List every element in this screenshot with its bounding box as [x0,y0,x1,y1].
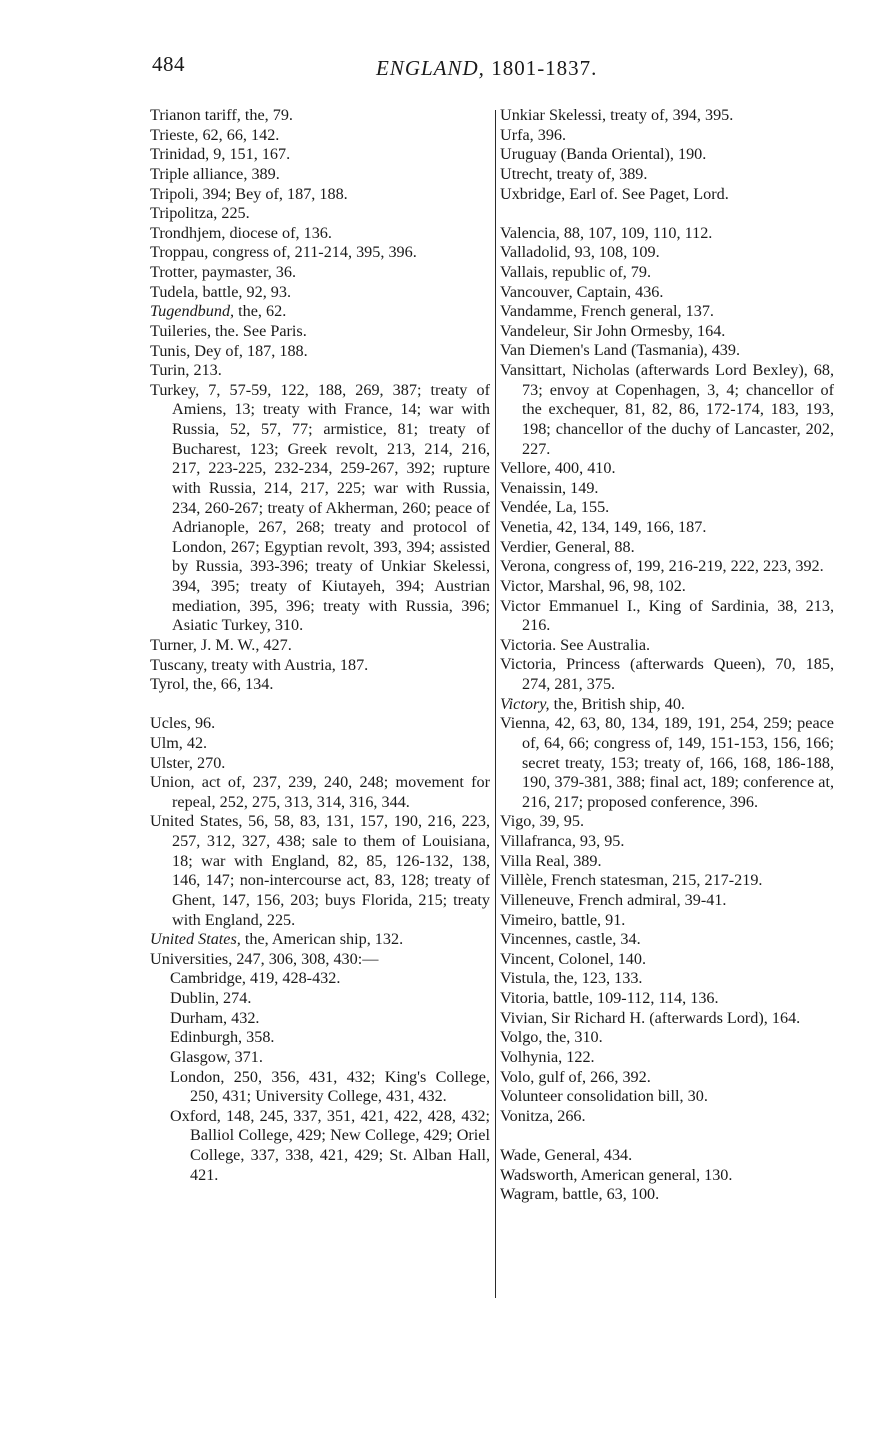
index-subentry [150,1107,490,1186]
index-entry [500,1146,834,1166]
index-entry [500,1048,834,1068]
index-entry [500,695,834,715]
index-entry [500,969,834,989]
index-entry-text: Uruguay (Banda Oriental), 190. [500,145,707,164]
index-entry-text: Tunis, Dey of, 187, 188. [150,341,308,360]
index-entry-text: Turin, 213. [150,361,222,380]
index-entry-text: Villafranca, 93, 95. [500,832,625,851]
index-entry-text: Ucles, 96. [150,714,216,733]
index-entry-text: Turner, J. M. W., 427. [150,635,292,654]
index-entry [150,283,490,303]
index-entry-text: Villèle, French statesman, 215, 217-219. [500,871,763,890]
index-entry [500,1068,834,1088]
index-entry-text: Vansittart, Nicholas (afterwards Lord Bexley), 68, 73; envoy at Copenhagen, 3, 4; chancellor of the exchequer, 81, 82, 86, 172-174, 183, 193, 198; chancellor of the duchy of Lancaster, 202, 227. [500,361,834,458]
index-entry [500,1185,834,1205]
index-entry [500,538,834,558]
index-entry [500,479,834,499]
index-entry-text: Wadsworth, American general, 130. [500,1165,733,1184]
index-entry [500,1166,834,1186]
index-entry [500,1028,834,1048]
index-entry-text: the, American ship, 132. [240,930,404,949]
index-entry-text: Unkiar Skelessi, treaty of, 394, 395. [500,106,734,124]
index-entry-text: Ulm, 42. [150,733,208,752]
index-entry-text: Vonitza, 266. [500,1106,586,1125]
index-entry [500,989,834,1009]
index-entry-text: Vincennes, castle, 34. [500,930,641,949]
index-entry [500,714,834,812]
index-entry-text: Triple alliance, 389. [150,164,280,183]
index-entry [150,342,490,362]
running-title-years: 1801-1837. [484,56,598,80]
index-entry-text: Universities, 247, 306, 308, 430:— [150,949,379,968]
index-entry [150,224,490,244]
index-entry-text: Valencia, 88, 107, 109, 110, 112. [500,223,713,242]
index-entry [500,852,834,872]
index-entry-text: Vancouver, Captain, 436. [500,282,664,301]
index-entry-text: Ulster, 270. [150,753,226,772]
index-entry [150,656,490,676]
index-entry-text: Victoria, Princess (afterwards Queen), 70, 185, 274, 281, 375. [500,655,834,694]
index-entry-text: Vivian, Sir Richard H. (afterwards Lord), 164. [500,1008,801,1027]
running-title [376,56,597,81]
index-entry [150,773,490,812]
index-entry [500,302,834,322]
index-entry [500,871,834,891]
index-entry-text: Trinidad, 9, 151, 167. [150,145,291,164]
index-entry [500,557,834,577]
index-entry [500,185,834,205]
index-entry-text: Villeneuve, French admiral, 39-41. [500,890,727,909]
index-entry-text: Dublin, 274. [170,989,252,1008]
index-entry-text: Trondhjem, diocese of, 136. [150,223,332,242]
index-entry-text: Vigo, 39, 95. [500,812,585,831]
index-entry-text: Glasgow, 371. [170,1047,263,1066]
index-entry-text: Oxford, 148, 245, 337, 351, 421, 422, 428, 432; Balliol College, 429; New College, 429; Oriel College, 337, 338, 421, 429; St. Alban Hall, 421. [170,1106,490,1184]
index-entry [500,911,834,931]
index-entry-text: Trianon tariff, the, 79. [150,106,293,124]
index-entry-text: Urfa, 396. [500,125,567,144]
index-subentry [150,1068,490,1107]
index-entry-text: Tuscany, treaty with Austria, 187. [150,655,369,674]
index-entry [150,930,490,950]
index-entry-text: Vienna, 42, 63, 80, 134, 189, 191, 254, 259; peace of, 64, 66; congress of, 149, 151-153, 156, 166; secret treaty, 153; treaty of, 166, 168, 186-188, 190, 379-381, 388; final act, 189; conference at, 216, 217; proposed conference, 396. [500,714,834,811]
index-entry-text: Victor Emmanuel I., King of Sardinia, 38, 213, 216. [500,596,834,635]
index-entry [500,1009,834,1029]
index-entry-text: Verona, congress of, 199, 216-219, 222, 223, 392. [500,557,824,576]
index-entry-text: Utrecht, treaty of, 389. [500,164,648,183]
column-divider [495,110,496,1298]
index-entry [500,224,834,244]
index-entry-text: Valladolid, 93, 108, 109. [500,243,660,262]
index-entry-text: Union, act of, 237, 239, 240, 248; movement for repeal, 252, 275, 313, 314, 316, 344. [150,773,490,811]
index-entry [150,381,490,636]
index-entry [500,1107,834,1127]
index-entry-text: Vendée, La, 155. [500,498,610,517]
index-entry [150,263,490,283]
index-entry [150,754,490,774]
index-entry [500,283,834,303]
index-column-right [500,106,834,1205]
index-entry-text: Verdier, General, 88. [500,537,635,556]
index-entry-italic-term: Victory, [500,694,550,713]
index-entry-text: Vandamme, French general, 137. [500,302,714,321]
index-entry [150,185,490,205]
index-entry [150,243,490,263]
index-entry [500,243,834,263]
index-entry [500,361,834,459]
page-number: 484 [152,52,185,76]
index-entry-text: Tudela, battle, 92, 93. [150,282,292,301]
index-entry-text: London, 250, 356, 431, 432; King's College, 250, 431; University College, 431, 432. [170,1067,490,1106]
index-entry [500,655,834,694]
index-entry-text: Van Diemen's Land (Tasmania), 439. [500,341,741,360]
index-entry [150,675,490,695]
index-subentry [150,989,490,1009]
index-entry [500,891,834,911]
index-entry-text: Vimeiro, battle, 91. [500,910,626,929]
index-entry-text: Venetia, 42, 134, 149, 166, 187. [500,518,707,537]
index-column-left [150,106,490,1185]
index-entry [500,106,834,126]
index-entry-text: Tripoli, 394; Bey of, 187, 188. [150,184,348,203]
index-entry [150,145,490,165]
index-subentry [150,1028,490,1048]
index-entry-text: Vitoria, battle, 109-112, 114, 136. [500,989,719,1008]
index-entry-text: Trieste, 62, 66, 142. [150,125,280,144]
index-entry-text: Troppau, congress of, 211-214, 395, 396. [150,243,417,262]
index-entry [150,165,490,185]
index-entry-text: Tripolitza, 225. [150,204,250,223]
running-title-main: ENGLAND, [376,56,485,80]
index-entry-text: Wagram, battle, 63, 100. [500,1185,660,1204]
index-entry [500,577,834,597]
index-entry-text: Cambridge, 419, 428-432. [170,969,341,988]
index-entry [500,341,834,361]
index-entry [150,636,490,656]
index-entry [500,126,834,146]
index-subentry [150,1009,490,1029]
index-entry-text: the, British ship, 40. [549,694,685,713]
index-entry-text: Venaissin, 149. [500,478,599,497]
index-entry-text: Victoria. See Australia. [500,635,651,654]
index-entry-text: Tuileries, the. See Paris. [150,321,307,340]
index-entry-text: Volgo, the, 310. [500,1028,603,1047]
index-entry-text: Volhynia, 122. [500,1047,595,1066]
index-entry [150,734,490,754]
index-entry [500,498,834,518]
index-entry-text: Vallais, republic of, 79. [500,262,652,281]
index-entry-text: Wade, General, 434. [500,1146,633,1165]
index-entry [150,950,490,970]
index-entry-text: United States, 56, 58, 83, 131, 157, 190, 216, 223, 257, 312, 327, 438; sale to them of Louisiana, 18; war with England, 82, 85, 126-132, 138, 146, 147; non-intercourse act, 83, 128; treaty of Ghent, 147, 156, 203; buys Florida, 215; treaty with England, 225. [150,812,490,929]
index-entry-text: Volo, gulf of, 266, 392. [500,1067,651,1086]
index-entry-text: Durham, 432. [170,1008,260,1027]
index-entry-text: Volunteer consolidation bill, 30. [500,1087,708,1106]
index-entry [500,812,834,832]
index-entry [500,322,834,342]
index-entry [500,1087,834,1107]
index-entry [500,263,834,283]
index-subentry [150,969,490,989]
index-entry [500,636,834,656]
index-subentry [150,1048,490,1068]
index-entry [500,597,834,636]
index-entry [150,714,490,734]
index-entry [500,459,834,479]
index-entry [500,832,834,852]
index-entry [500,165,834,185]
index-entry-text: Uxbridge, Earl of. See Paget, Lord. [500,184,729,203]
index-entry-text: Victor, Marshal, 96, 98, 102. [500,576,686,595]
index-entry-text: Tyrol, the, 66, 134. [150,675,274,694]
index-entry-text: Turkey, 7, 57-59, 122, 188, 269, 387; treaty of Amiens, 13; treaty with France, 14; war with Russia, 52, 57, 77; armistice, 81; treaty of Bucharest, 123; Greek revolt, 213, 214, 216, 217, 223-225, 232-234, 259-267, 392; rupture with Russia, 214, 217, 225; war with Russia, 234, 260-267; treaty of Akherman, 260; peace of Adrianople, 267, 268; treaty and protocol of London, 267; Egyptian revolt, 393, 394; assisted by Russia, 393-396; treaty of Unkiar Skelessi, 394, 395; treaty of Kiutayeh, 394; Austrian mediation, 395, 396; treaty with Russia, 396; Asiatic Turkey, 310. [150,380,490,635]
index-entry-italic-term: Tugendbund, [150,302,235,321]
index-entry [150,812,490,930]
index-entry-text: Vandeleur, Sir John Ormesby, 164. [500,321,726,340]
index-entry [500,950,834,970]
index-entry-text: Trotter, paymaster, 36. [150,263,297,281]
index-entry [150,322,490,342]
index-entry [150,126,490,146]
index-entry-italic-term: United States, [150,930,241,949]
index-entry-text: Vistula, the, 123, 133. [500,969,643,988]
index-entry [150,302,490,322]
index-entry [500,145,834,165]
index-entry [150,361,490,381]
index-entry-text: Villa Real, 389. [500,851,602,870]
index-entry [150,204,490,224]
index-entry [150,106,490,126]
index-entry-text: Vincent, Colonel, 140. [500,949,647,968]
index-entry-text: Vellore, 400, 410. [500,459,616,478]
index-entry-text: Edinburgh, 358. [170,1028,275,1047]
index-entry-text: the, 62. [234,302,287,321]
index-entry [500,930,834,950]
index-entry [500,518,834,538]
